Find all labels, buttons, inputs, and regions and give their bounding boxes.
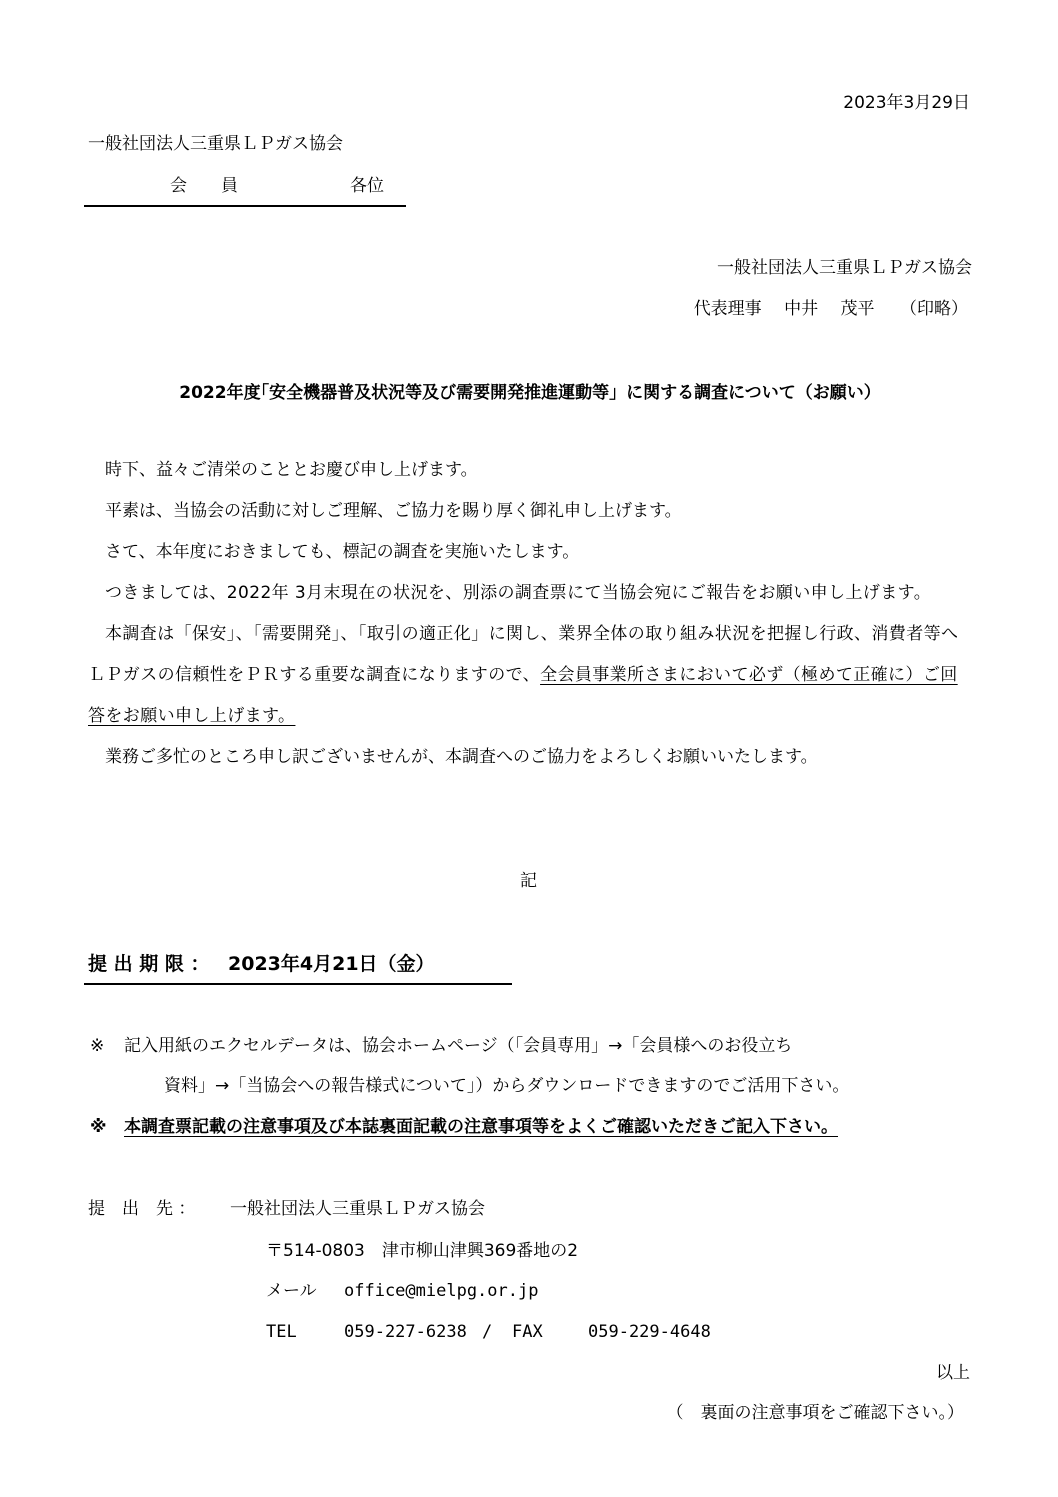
sender-organization: 一般社団法人三重県ＬＰガス協会 [717,258,972,278]
note-2: 本調査票記載の注意事項及び本誌裏面記載の注意事項等をよくご確認いただきご記入下さい。 [124,1117,838,1137]
body-text [88,450,972,778]
document-date: 2023年3月29日 [843,93,970,113]
fax-number: 059-229-4648 [588,1322,711,1342]
recipient-honorific: 各位 [350,176,384,196]
end-marker: 以上 [936,1363,970,1383]
document-title: 2022年度｢安全機器普及状況等及び需要開発推進運動等」に関する調査について（お願い） [179,383,881,403]
recipient-underline [84,205,406,207]
deadline-label: 提 出 期 限 ： [88,953,210,975]
tel-label: TEL [266,1322,297,1342]
note-mark-2: ※ [90,1117,107,1137]
body-paragraph-5-emphasis: 全会員事業所さまにおいて必ず（極めて正確に）ご回答をお願い申し上げます。 [88,665,958,726]
body-paragraph-1: 時下、益々ご清栄のこととお慶び申し上げます。 [105,460,478,480]
deadline-value: 2023年4月21日（金） [228,953,435,975]
deadline-underline [84,983,512,985]
tel-number: 059-227-6238 [344,1322,467,1342]
body-paragraph-5-text: 本調査は「保安」、「需要開発」、「取引の適正化」に関し、業界全体の取り組み状況を把握し行政、消費者等へＬＰガスの信頼性をＰＲする重要な調査になりますので、 [88,624,959,685]
submission-label: 提 出 先 ： [88,1199,196,1219]
submission-organization: 一般社団法人三重県ＬＰガス協会 [230,1199,485,1219]
ki-marker: 記 [520,871,537,891]
submission-address: 〒514-0803 津市柳山津興369番地の2 [266,1241,579,1261]
note-1-line-2: 資料」→「当協会への報告様式について」）からダウンロードできますのでご活用下さい。 [164,1076,850,1096]
body-paragraph-6: 業務ご多忙のところ申し訳ございませんが、本調査へのご協力をよろしくお願いいたします。 [105,747,818,767]
recipient-organization: 一般社団法人三重県ＬＰガス協会 [88,134,343,154]
reverse-side-reminder: （ 裏面の注意事項をご確認下さい。） [666,1403,964,1423]
contact-separator: / [482,1322,493,1342]
mail-label: メール [266,1281,317,1301]
body-paragraph-5 [88,614,972,737]
recipient-members: 会 員 [170,176,238,196]
note-mark-1: ※ [90,1036,105,1056]
sender-representative: 代表理事 中井 茂平 （印略） [693,299,968,319]
body-paragraph-3: さて、本年度におきましても、標記の調査を実施いたします。 [105,542,580,562]
mail-address: office@mielpg.or.jp [344,1281,539,1301]
fax-label: FAX [512,1322,543,1342]
note-1-line-1: 記入用紙のエクセルデータは、協会ホームページ（「会員専用」→「会員様へのお役立ち [124,1036,793,1056]
body-paragraph-4: つきましては、2022年 3月末現在の状況を、別添の調査票にて当協会宛にご報告をお願い申し上げます。 [105,583,932,603]
body-paragraph-2: 平素は、当協会の活動に対しご理解、ご協力を賜り厚く御礼申し上げます。 [105,501,682,521]
